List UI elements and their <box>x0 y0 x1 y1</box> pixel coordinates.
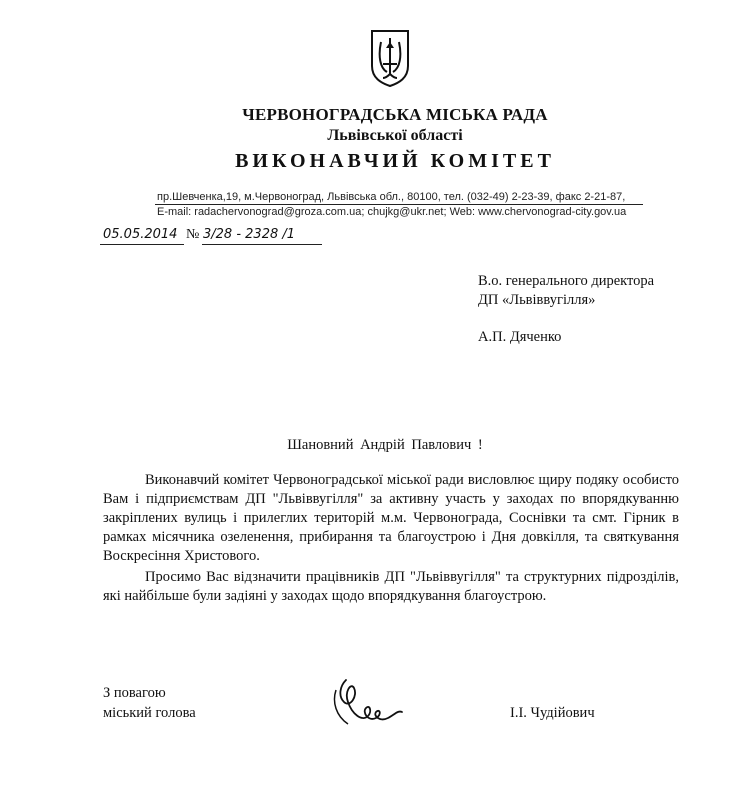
committee-title: ВИКОНАВЧИЙ КОМІТЕТ <box>235 150 555 172</box>
recipient-name: А.П. Дяченко <box>478 329 562 345</box>
outgoing-date: 05.05.2014 <box>103 227 178 242</box>
oblast-name: Львівської області <box>327 127 463 144</box>
letter-body <box>103 471 679 606</box>
body-paragraph: Просимо Вас відзначити працівників ДП "Львіввугілля" та структурних підрозділів, які найбільше були задіяні у заходах щодо впорядкування благоустрою. <box>103 569 679 604</box>
date-underline <box>100 244 184 245</box>
recipient-organization: ДП «Львіввугілля» <box>478 292 596 308</box>
trident-coat-of-arms-icon <box>369 28 411 88</box>
body-paragraph: Виконавчий комітет Червоноградської міської ради висловлює щиру подяку особисто Вам і підприємствам ДП "Львіввугілля" за активну участь у заходах по впорядкуванню закріплених вулиць і прилеглих територій м.м. Червонограда, Соснівки та смт. Гірник в рамках місячника озеленення, прибирання та благоустрою і Дня довкілля, та святкування Воскресіння Христового. <box>103 472 679 564</box>
contacts-line: E-mail: radachervonograd@groza.com.ua; chujkg@ukr.net; Web: www.chervonograd-city.gov.ua <box>157 206 627 218</box>
signatory-name: І.І. Чудійович <box>510 705 595 721</box>
signatory-title: міський голова <box>103 705 196 721</box>
handwritten-signature-icon <box>318 672 418 732</box>
salutation: Шановний Андрій Павлович ! <box>287 437 483 453</box>
letterhead-divider <box>155 204 643 205</box>
outgoing-number-label: № <box>186 227 200 242</box>
recipient-position: В.о. генерального директора <box>478 273 655 289</box>
address-line: пр.Шевченка,19, м.Червоноград, Львівська обл., 80100, тел. (032-49) 2-23-39, факс 2-21-87, <box>157 191 626 203</box>
outgoing-number: 3/28 - 2328 /1 <box>203 227 296 242</box>
number-underline <box>202 244 322 245</box>
closing-phrase: З повагою <box>103 685 166 701</box>
council-name: ЧЕРВОНОГРАДСЬКА МІСЬКА РАДА <box>242 105 548 124</box>
